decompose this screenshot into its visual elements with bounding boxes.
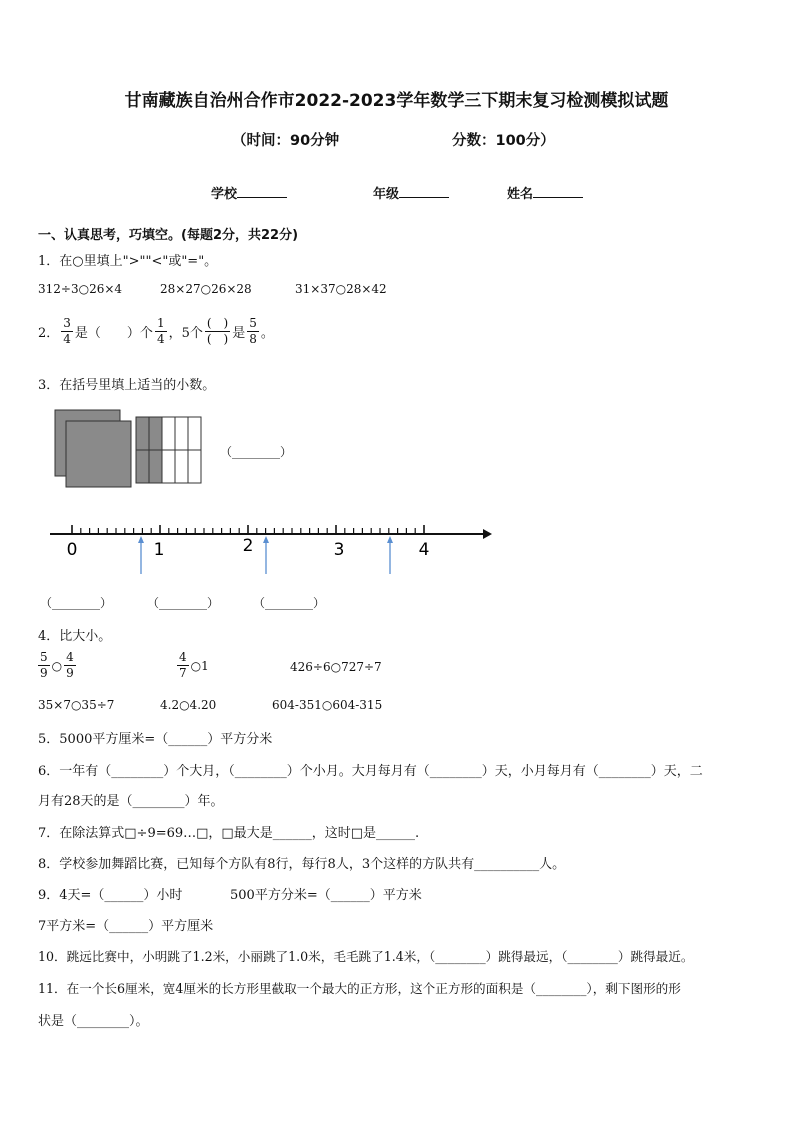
school-field — [211, 183, 287, 202]
nl-label-4: 4 — [418, 540, 430, 560]
frac-num: 4 — [66, 650, 74, 664]
shaded-cell — [136, 450, 149, 483]
question-7: 7．在除法算式□÷9=69…□，□最大是______，这时□是______. — [38, 826, 420, 841]
name-field — [507, 183, 583, 202]
q1-item-1: 312÷3○26×4 — [38, 282, 123, 296]
q4-item-e: 4.2○4.20 — [160, 698, 217, 712]
partial-grid — [136, 417, 201, 483]
q1-item-3: 31×37○28×42 — [295, 282, 387, 296]
grade-field — [373, 183, 449, 202]
shaded-cell — [149, 417, 162, 450]
question-9-part-3: 7平方米=（______）平方厘米 — [38, 919, 214, 934]
question-6-line-1: 6．一年有（________）个大月，（________）个小月。大月每月有（________）天，小月每月有（________）天，二 — [38, 764, 703, 779]
q3-blank-squares: （________） — [220, 445, 293, 459]
q2-text-1: 是（ ）个 — [74, 326, 153, 341]
pointer-arrowhead — [138, 536, 144, 543]
q4-b-rest: ○1 — [190, 658, 209, 673]
q4-item-f: 604-351○604-315 — [272, 698, 383, 712]
pointer-arrowhead — [387, 536, 393, 543]
frac-den: 9 — [66, 666, 74, 680]
empty-cell — [188, 417, 201, 450]
exam-title: 甘南藏族自治州合作市2022-2023学年数学三下期末复习检测模拟试题 — [124, 91, 669, 111]
frac-den: 4 — [156, 332, 165, 346]
frac-num: 5 — [40, 650, 48, 664]
frac-den: 8 — [249, 332, 257, 346]
question-6-line-2: 月有28天的是（________）年。 — [38, 794, 224, 809]
shaded-cell — [136, 417, 149, 450]
q4-item-c: 426÷6○727÷7 — [290, 660, 382, 674]
empty-cell — [162, 417, 175, 450]
section-heading: 一、认真思考，巧填空。(每题2分，共22分) — [38, 228, 299, 243]
question-11-line-1: 11．在一个长6厘米，宽4厘米的长方形里截取一个最大的正方形，这个正方形的面积是（________），剩下图形的形 — [38, 981, 681, 996]
frac-num: 5 — [249, 316, 257, 330]
q2-number: 2． — [38, 326, 60, 341]
frac-den: 4 — [63, 332, 71, 346]
empty-cell — [188, 450, 201, 483]
pointer-arrowhead — [263, 536, 269, 543]
frac-den: 7 — [179, 666, 187, 680]
school-label: 学校 — [211, 187, 238, 202]
question-8: 8．学校参加舞蹈比赛，已知每个方队有8行，每行8人，3个这样的方队共有__________人。 — [38, 857, 566, 872]
question-9-part-2: 500平方分米=（______）平方米 — [230, 888, 422, 903]
q2-text-end: 。 — [260, 326, 274, 341]
question-5: 5．5000平方厘米=（______）平方分米 — [38, 732, 273, 747]
empty-cell — [162, 450, 175, 483]
name-label: 姓名 — [507, 187, 534, 202]
decimal-squares-figure — [50, 405, 210, 495]
question-2 — [38, 316, 274, 347]
number-line — [40, 516, 500, 578]
school-blank — [237, 197, 287, 198]
number-line-pointers — [138, 536, 393, 574]
question-10: 10．跳远比赛中，小明跳了1.2米，小丽跳了1.0米，毛毛跳了1.4米，（________）跳得最远，（________）跳得最近。 — [38, 949, 694, 964]
exam-score: 分数：100分） — [452, 133, 555, 149]
exam-time: （时间：90分钟 — [232, 133, 340, 149]
question-3: 3．在括号里填上适当的小数。 — [38, 378, 216, 393]
fraction-4-9 — [64, 650, 76, 681]
nl-label-0: 0 — [66, 540, 78, 560]
question-9-part-1: 9．4天=（______）小时 — [38, 888, 183, 903]
q3-blank-1: （________） — [40, 596, 113, 610]
q1-item-2: 28×27○26×28 — [160, 282, 252, 296]
frac-num: 4 — [179, 650, 187, 664]
grade-label: 年级 — [373, 187, 400, 202]
nl-label-3: 3 — [333, 540, 345, 560]
number-line-arrow — [483, 529, 492, 539]
compare-circle: ○ — [51, 658, 63, 673]
q4-item-a — [36, 650, 78, 681]
frac-num: 1 — [156, 316, 165, 330]
question-11-line-2: 状是（________）。 — [38, 1014, 149, 1029]
q4-item-b — [175, 650, 209, 681]
number-line-ticks — [72, 525, 424, 534]
shaded-cell — [149, 450, 162, 483]
nl-label-1: 1 — [153, 540, 165, 560]
frac-num: 3 — [63, 316, 71, 330]
nl-label-2: 2 — [242, 536, 254, 556]
fraction-blank — [205, 316, 230, 347]
q4-item-d: 35×7○35÷7 — [38, 698, 115, 712]
front-square — [66, 421, 131, 487]
empty-cell — [175, 417, 188, 450]
frac-num: ( ) — [206, 316, 229, 330]
q3-blank-2: （________） — [147, 596, 220, 610]
q2-text-2: ，5个 — [168, 326, 203, 341]
fraction-5-9 — [38, 650, 50, 681]
question-1: 1．在○里填上">""<"或"="。 — [38, 254, 218, 269]
fraction-4-7 — [177, 650, 189, 681]
frac-den: ( ) — [206, 332, 229, 346]
number-line-labels — [67, 536, 430, 560]
q3-blank-3: （________） — [253, 596, 326, 610]
grade-blank — [399, 197, 449, 198]
fraction-3-4 — [61, 316, 73, 347]
q2-text-3: 是 — [232, 326, 246, 341]
frac-den: 9 — [40, 666, 48, 680]
empty-cell — [175, 450, 188, 483]
name-blank — [533, 197, 583, 198]
fraction-5-8 — [247, 316, 259, 347]
question-4: 4．比大小。 — [38, 629, 112, 644]
fraction-1-4 — [155, 316, 167, 347]
